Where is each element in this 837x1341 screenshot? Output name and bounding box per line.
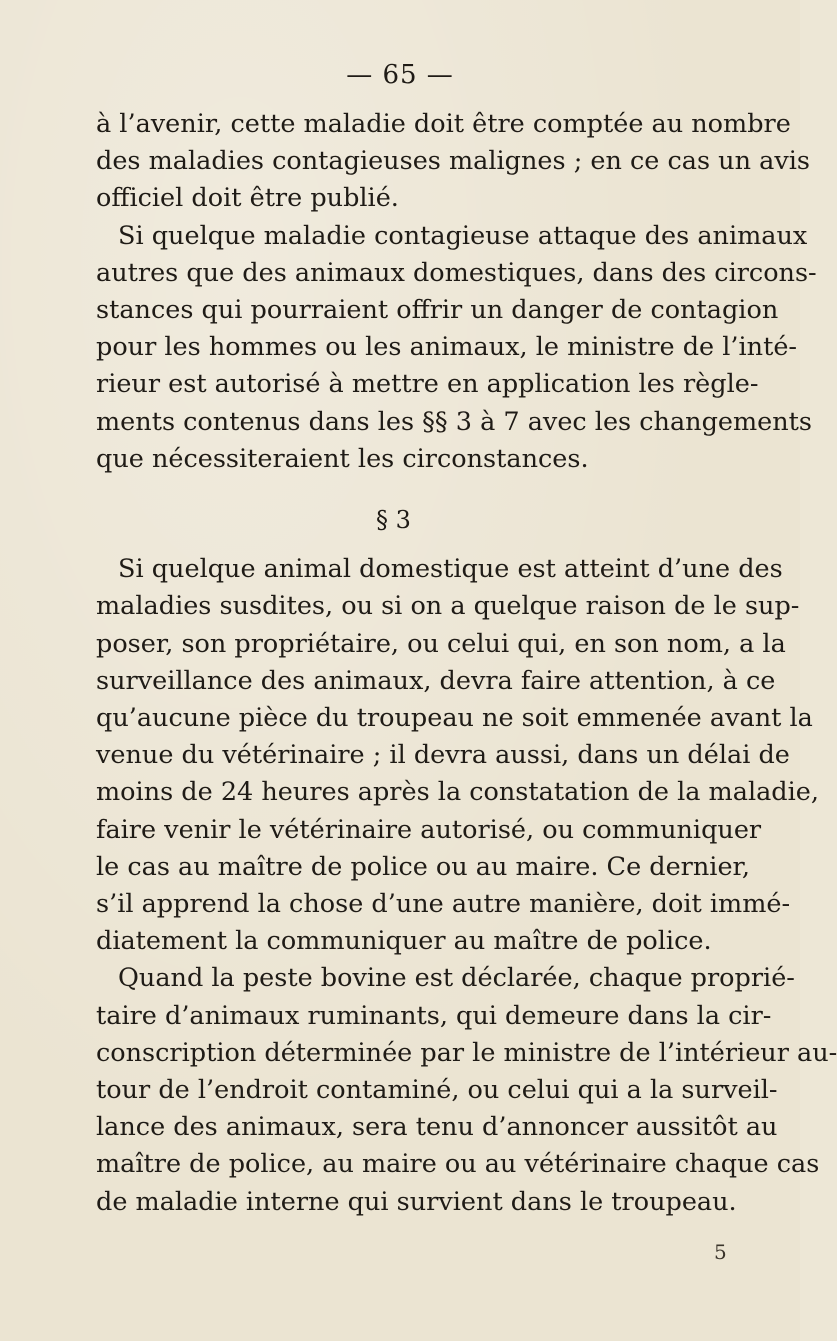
body-text bbox=[96, 106, 837, 1221]
text-line: ments contenus dans les §§ 3 à 7 avec les changements bbox=[96, 406, 813, 437]
text-line: s’il apprend la chose d’une autre manière, doit immé- bbox=[96, 889, 791, 920]
text-line: maître de police, au maire ou au vétérinaire chaque cas bbox=[96, 1149, 820, 1180]
text-line: faire venir le vétérinaire autorisé, ou communiquer bbox=[96, 814, 762, 845]
text-line: autres que des animaux domestiques, dans des circons- bbox=[96, 257, 817, 288]
text-line: poser, son propriétaire, ou celui qui, en son nom, a la bbox=[96, 628, 786, 659]
text-line: rieur est autorisé à mettre en application les règle- bbox=[96, 369, 759, 400]
text-line: officiel doit être publié. bbox=[96, 183, 399, 214]
text-line: de maladie interne qui survient dans le troupeau. bbox=[96, 1186, 737, 1217]
text-line: à l’avenir, cette maladie doit être comptée au nombre bbox=[96, 109, 791, 139]
text-line: venue du vétérinaire ; il devra aussi, dans un délai de bbox=[96, 740, 790, 771]
signature-mark: 5 bbox=[714, 1240, 727, 1264]
text-line: que nécessiteraient les circonstances. bbox=[96, 443, 589, 474]
text-line: des maladies contagieuses malignes ; en ce cas un avis bbox=[96, 146, 810, 177]
text-line: Si quelque maladie contagieuse attaque des animaux bbox=[118, 220, 808, 251]
text-line: pour les hommes ou les animaux, le ministre de l’inté- bbox=[96, 332, 798, 363]
text-line: Si quelque animal domestique est atteint d’une des bbox=[118, 554, 783, 585]
text-line: Quand la peste bovine est déclarée, chaque proprié- bbox=[118, 963, 795, 994]
text-line: moins de 24 heures après la constatation de la maladie, bbox=[96, 777, 819, 808]
text-line: conscription déterminée par le ministre de l’intérieur au- bbox=[96, 1037, 837, 1068]
text-line: diatement la communiquer au maître de police. bbox=[96, 926, 712, 957]
text-line: taire d’animaux ruminants, qui demeure dans la cir- bbox=[96, 1000, 772, 1031]
text-line: qu’aucune pièce du troupeau ne soit emmenée avant la bbox=[96, 703, 813, 734]
text-line: tour de l’endroit contaminé, ou celui qui a la surveil- bbox=[96, 1075, 778, 1106]
page-number: — 65 — bbox=[346, 60, 454, 90]
text-line: lance des animaux, sera tenu d’annoncer aussitôt au bbox=[96, 1112, 778, 1143]
text-line: surveillance des animaux, devra faire attention, à ce bbox=[96, 665, 776, 696]
text-line: stances qui pourraient offrir un danger de contagion bbox=[96, 295, 779, 326]
text-line: le cas au maître de police ou au maire. Ce dernier, bbox=[96, 851, 751, 882]
section-heading: § 3 bbox=[376, 506, 411, 535]
text-line: maladies susdites, ou si on a quelque raison de le sup- bbox=[96, 591, 800, 622]
